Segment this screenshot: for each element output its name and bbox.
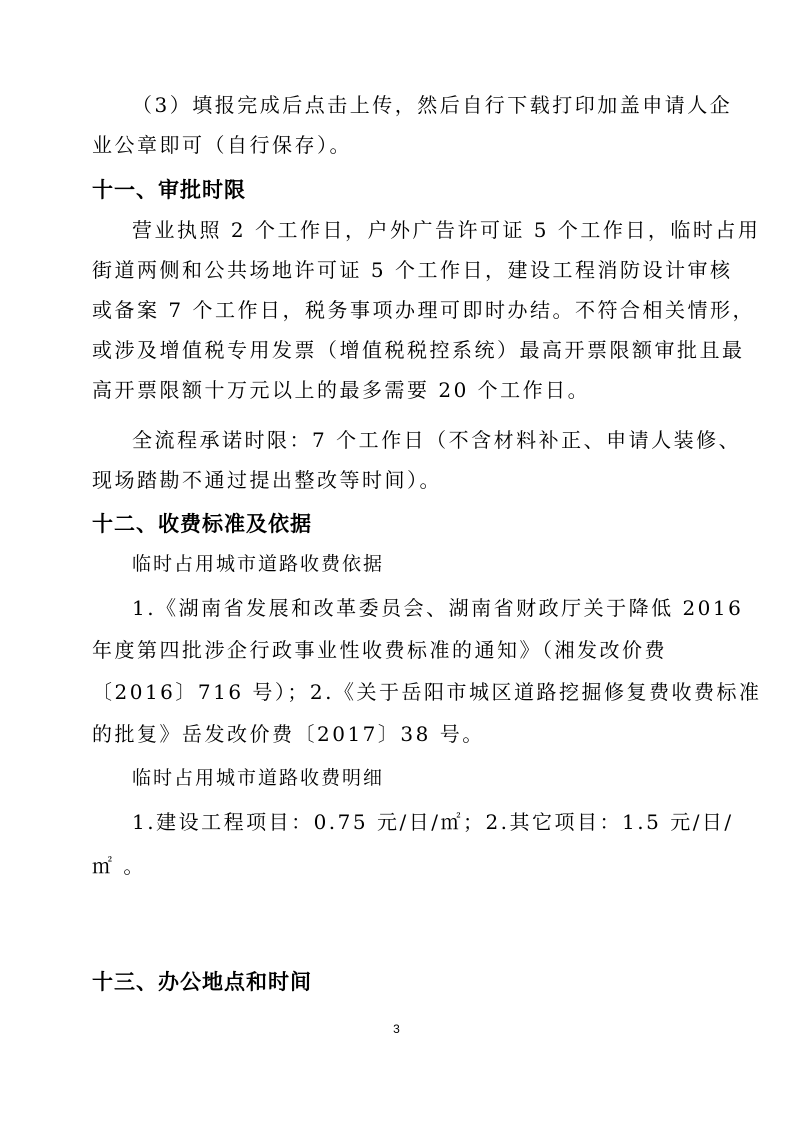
body-text-line: ㎡ 。	[92, 854, 146, 878]
section-heading-office-location-hours: 十三、办公地点和时间	[92, 970, 312, 994]
body-text-line: 年度第四批涉企行政事业性收费标准的通知》（湘发改价费	[92, 638, 667, 662]
body-text-line: 1.《湖南省发展和改革委员会、湖南省财政厅关于降低 2016	[132, 596, 744, 620]
body-text-line: 〔2016〕716 号）；2.《关于岳阳市城区道路挖掘修复费收费标准	[92, 680, 762, 704]
body-text-line: 或备案 7 个工作日，税务事项办理可即时办结。不符合相关情形，	[92, 298, 755, 322]
body-text-line: 高开票限额十万元以上的最多需要 20 个工作日。	[92, 378, 591, 402]
subheading-fee-basis: 临时占用城市道路收费依据	[132, 553, 385, 575]
subheading-fee-details: 临时占用城市道路收费明细	[132, 767, 385, 789]
body-text-line: 或涉及增值税专用发票（增值税税控系统）最高开票限额审批且最	[92, 338, 745, 362]
body-text-line: （3）填报完成后点击上传，然后自行下载打印加盖申请人企	[132, 93, 733, 117]
body-text-line: 全流程承诺时限：7 个工作日（不含材料补正、申请人装修、	[132, 428, 742, 452]
body-text-line: 营业执照 2 个工作日，户外广告许可证 5 个工作日，临时占用	[132, 218, 761, 242]
body-text-line: 的批复》岳发改价费〔2017〕38 号。	[92, 722, 485, 746]
body-text-line: 现场踏勘不通过提出整改等时间）。	[92, 468, 442, 492]
body-text-line: 1.建设工程项目：0.75 元/日/㎡；2.其它项目：1.5 元/日/	[132, 810, 734, 834]
body-text-line: 业公章即可（自行保存）。	[92, 133, 352, 157]
section-heading-fee-standard: 十二、收费标准及依据	[92, 512, 312, 536]
page-number: 3	[393, 1022, 400, 1036]
section-heading-approval-time-limit: 十一、审批时限	[92, 178, 246, 202]
body-text-line: 街道两侧和公共场地许可证 5 个工作日，建设工程消防设计审核	[92, 258, 733, 282]
